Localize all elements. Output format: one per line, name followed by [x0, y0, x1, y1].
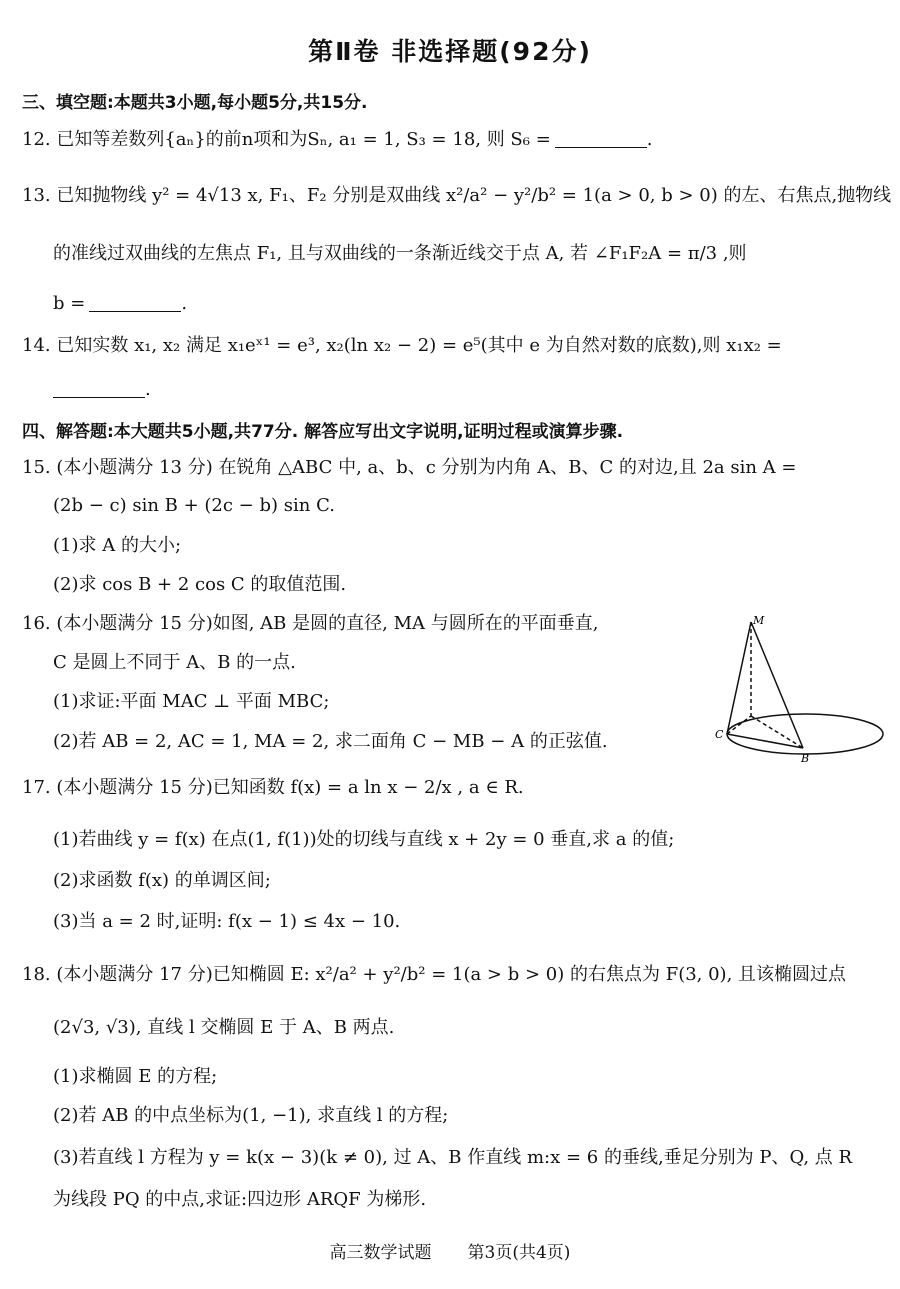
label-b: B	[801, 752, 810, 765]
question-18-line-2: (2√3, √3), 直线 l 交椭圆 E 于 A、B 两点.	[53, 1017, 395, 1038]
question-15-line-2: (2b − c) sin B + (2c − b) sin C.	[53, 495, 335, 516]
answer-blank-12	[555, 129, 647, 148]
mc-segment	[727, 622, 751, 734]
question-13-line-3: b = .	[53, 293, 188, 314]
label-c: C	[715, 728, 724, 741]
question-14-line-1: 14. 已知实数 x₁, x₂ 满足 x₁eˣ¹ = e³, x₂(ln x₂ − 2) = e⁵(其中 e 为自然对数的底数),则 x₁x₂ =	[22, 335, 782, 356]
base-circle	[727, 714, 883, 754]
question-16-line-1: 16. (本小题满分 15 分)如图, AB 是圆的直径, MA 与圆所在的平面垂直,	[22, 613, 599, 634]
page-title: 第Ⅱ卷 非选择题(92分)	[308, 37, 592, 66]
question-14-line-2	[53, 378, 151, 402]
question-13-b-label: b =	[53, 293, 86, 314]
solve-section-heading: 四、解答题:本大题共5小题,共77分. 解答应写出文字说明,证明过程或演算步骤.	[22, 422, 624, 442]
question-15-line-1: 15. (本小题满分 13 分) 在锐角 △ABC 中, a、b、c 分别为内角 A、B、C 的对边,且 2a sin A =	[22, 457, 797, 478]
question-15-part-1: (1)求 A 的大小;	[53, 535, 182, 556]
question-12: 12. 已知等差数列{aₙ}的前n项和为Sₙ, a₁ = 1, S₃ = 18, 则 S₆ = .	[22, 129, 653, 150]
label-m: M	[753, 614, 765, 627]
question-16-part-2: (2)若 AB = 2, AC = 1, MA = 2, 求二面角 C − MB − A 的正弦值.	[53, 731, 608, 752]
question-14-period: .	[145, 379, 151, 400]
footer-page-number: 第3页(共4页)	[467, 1243, 571, 1263]
question-17-part-3: (3)当 a = 2 时,证明: f(x − 1) ≤ 4x − 10.	[53, 911, 401, 932]
question-15-part-2: (2)求 cos B + 2 cos C 的取值范围.	[53, 574, 347, 595]
cone-circle-figure	[705, 610, 885, 790]
answer-blank-13	[89, 293, 181, 312]
mb-segment	[751, 622, 803, 748]
question-12-text: 12. 已知等差数列{aₙ}的前n项和为Sₙ, a₁ = 1, S₃ = 18, 则 S₆ =	[22, 129, 551, 150]
question-13-line-1: 13. 已知抛物线 y² = 4√13 x, F₁、F₂ 分别是双曲线 x²/a² − y²/b² = 1(a > 0, b > 0) 的左、右焦点,抛物线	[22, 185, 892, 206]
footer-subject: 高三数学试题	[329, 1243, 432, 1263]
cb-segment	[727, 734, 803, 748]
question-18-part-3-cont: 为线段 PQ 的中点,求证:四边形 ARQF 为梯形.	[53, 1189, 427, 1210]
page-footer	[0, 1238, 900, 1263]
question-13-line-2: 的准线过双曲线的左焦点 F₁, 且与双曲线的一条渐近线交于点 A, 若 ∠F₁F₂A = π/3 ,则	[53, 243, 747, 264]
answer-blank-14	[53, 379, 145, 398]
fill-in-section-heading: 三、填空题:本题共3小题,每小题5分,共15分.	[22, 93, 368, 113]
question-17-part-1: (1)若曲线 y = f(x) 在点(1, f(1))处的切线与直线 x + 2y = 0 垂直,求 a 的值;	[53, 829, 675, 850]
question-18-part-3: (3)若直线 l 方程为 y = k(x − 3)(k ≠ 0), 过 A、B 作直线 m:x = 6 的垂线,垂足分别为 P、Q, 点 R	[53, 1147, 853, 1168]
question-18-part-2: (2)若 AB 的中点坐标为(1, −1), 求直线 l 的方程;	[53, 1105, 449, 1126]
question-16-part-1: (1)求证:平面 MAC ⊥ 平面 MBC;	[53, 691, 330, 712]
question-17-line-1: 17. (本小题满分 15 分)已知函数 f(x) = a ln x − 2/x , a ∈ R.	[22, 777, 524, 798]
question-18-part-1: (1)求椭圆 E 的方程;	[53, 1066, 218, 1087]
question-16-line-2: C 是圆上不同于 A、B 的一点.	[53, 652, 296, 673]
question-18-line-1: 18. (本小题满分 17 分)已知椭圆 E: x²/a² + y²/b² = 1(a > b > 0) 的右焦点为 F(3, 0), 且该椭圆过点	[22, 964, 847, 985]
question-17-part-2: (2)求函数 f(x) 的单调区间;	[53, 870, 271, 891]
